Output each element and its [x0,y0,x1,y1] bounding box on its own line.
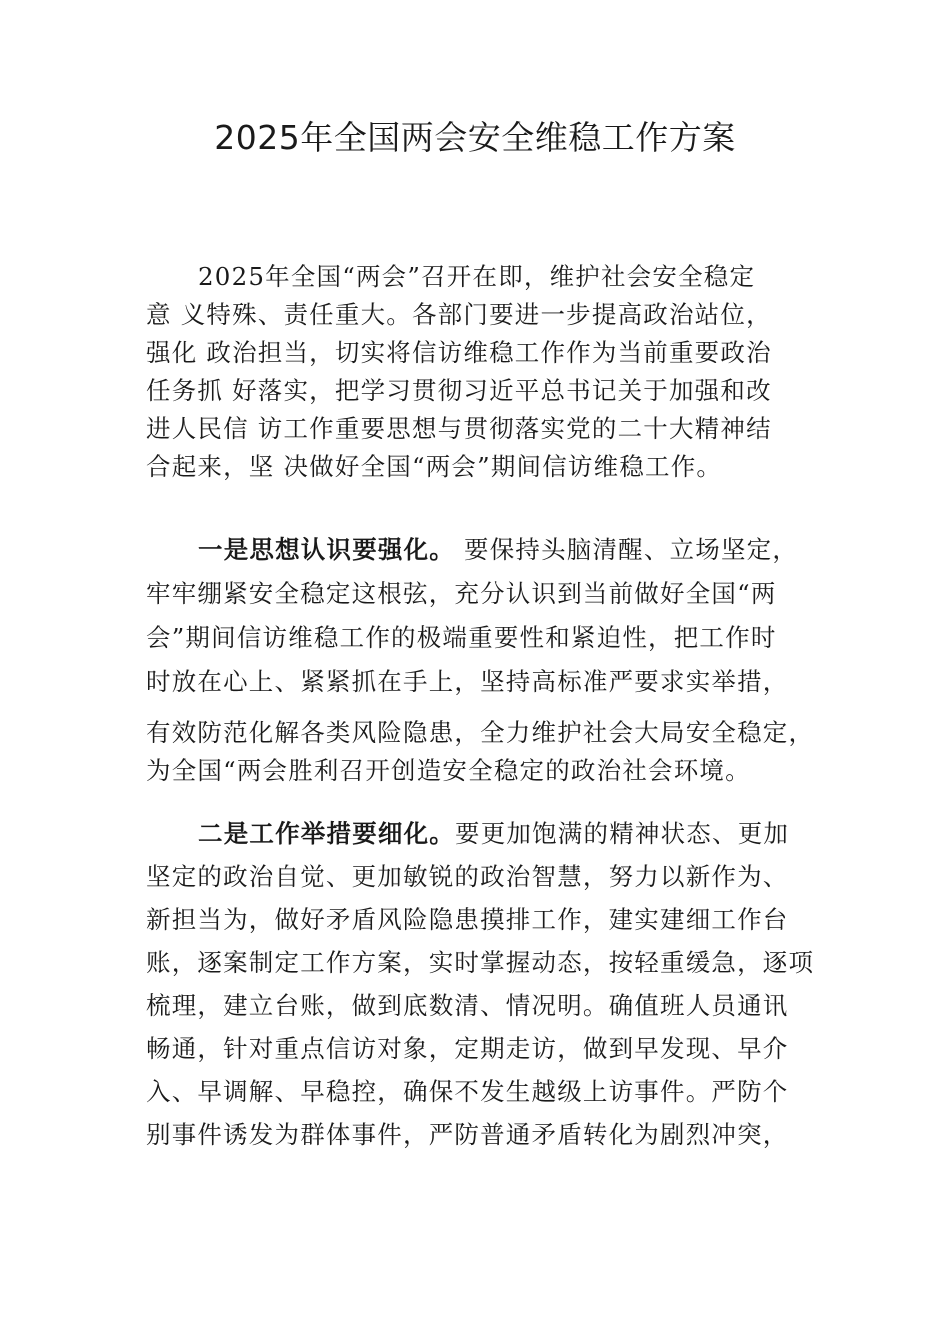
section-lead-heading: 一是思想认识要强化。 [198,535,455,564]
paragraph-line: 有效防范化解各类风险隐患，全力维护社会大局安全稳定， [146,718,815,747]
paragraph-line: 2025年全国“两会”召开在即，维护社会安全稳定 [198,262,756,291]
paragraph-line: 梳理，建立台账，做到底数清、情况明。确值班人员通讯 [146,991,789,1020]
paragraph-line: 为全国“两会胜利召开创造安全稳定的政治社会环境。 [146,756,751,785]
paragraph-text: 要保持头脑清醒、立场坚定， [455,535,799,564]
paragraph-line: 时放在心上、紧紧抓在手上，坚持高标准严要求实举措， [146,667,789,696]
paragraph-line: 进人民信 访工作重要思想与贯彻落实党的二十大精神结 [146,414,772,443]
paragraph-line: 别事件诱发为群体事件，严防普通矛盾转化为剧烈冲突， [146,1120,789,1149]
paragraph-line: 任务抓 好落实，把学习贯彻习近平总书记关于加强和改 [146,376,772,405]
paragraph-line: 合起来，坚 决做好全国“两会”期间信访维稳工作。 [146,452,723,481]
paragraph-line: 畅通，针对重点信访对象，定期走访，做到早发现、早介 [146,1034,789,1063]
paragraph-measures [146,812,815,1156]
paragraph-line: 入、早调解、早稳控，确保不发生越级上访事件。严防个 [146,1077,789,1106]
paragraph-intro [146,258,806,486]
section-lead-heading: 二是工作举措要细化。 [198,819,455,848]
paragraph-first-line [146,812,806,855]
paragraph-thinking [146,528,806,704]
paragraph-thinking-continued [146,714,815,790]
paragraph-line: 新担当为，做好矛盾风险隐患摸排工作，建实建细工作台 [146,905,789,934]
paragraph-line: 牢牢绷紧安全稳定这根弦，充分认识到当前做好全国“两 [146,579,777,608]
paragraph-text: 要更加饱满的精神状态、更加 [455,819,790,848]
document-title: 2025年全国两会安全维稳工作方案 [214,118,736,157]
paragraph-line: 强化 政治担当，切实将信访维稳工作作为当前重要政治 [146,338,772,367]
paragraph-line: 坚定的政治自觉、更加敏锐的政治智慧，努力以新作为、 [146,862,789,891]
paragraph-line: 账，逐案制定工作方案，实时掌握动态，按轻重缓急，逐项 [146,948,815,977]
paragraph-line: 意 义特殊、责任重大。各部门要进一步提高政治站位， [146,300,772,329]
paragraph-first-line [146,528,806,572]
paragraph-line: 会”期间信访维稳工作的极端重要性和紧迫性，把工作时 [146,623,777,652]
